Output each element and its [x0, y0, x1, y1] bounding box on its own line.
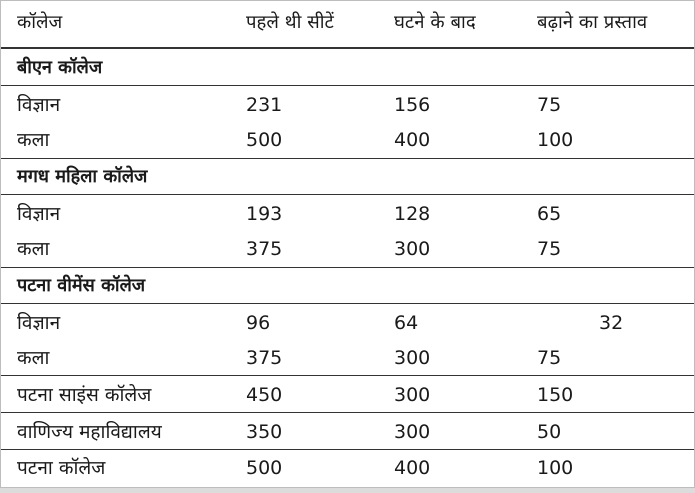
group-name: बीएन कॉलेज: [17, 57, 103, 78]
header-previous-seats: पहले थी सीटें: [246, 12, 334, 33]
bottom-edge: [0, 488, 695, 493]
row-label: पटना कॉलेज: [17, 457, 106, 479]
proposed-increase: 100: [537, 457, 574, 479]
after-reduction: 128: [394, 203, 431, 225]
proposed-increase: 150: [537, 384, 574, 406]
divider: [1, 47, 694, 49]
after-reduction: 400: [394, 129, 431, 151]
after-reduction: 300: [394, 347, 431, 369]
previous-seats: 375: [246, 238, 283, 260]
after-reduction: 400: [394, 457, 431, 479]
proposed-increase: 75: [537, 347, 562, 369]
row-label: वाणिज्य महाविद्यालय: [17, 421, 162, 443]
row-label: विज्ञान: [17, 312, 61, 334]
proposed-increase: 75: [537, 238, 562, 260]
divider: [1, 375, 694, 376]
proposed-increase: 65: [537, 203, 562, 225]
previous-seats: 450: [246, 384, 283, 406]
row-label: कला: [17, 238, 50, 260]
previous-seats: 500: [246, 457, 283, 479]
header-proposed-increase: बढ़ाने का प्रस्ताव: [537, 12, 648, 33]
after-reduction: 300: [394, 384, 431, 406]
group-name: पटना वीमेंस कॉलेज: [17, 275, 146, 296]
divider: [1, 194, 694, 195]
proposed-increase: 32: [599, 312, 624, 334]
proposed-increase: 75: [537, 94, 562, 116]
after-reduction: 300: [394, 238, 431, 260]
divider: [1, 303, 694, 304]
previous-seats: 500: [246, 129, 283, 151]
previous-seats: 96: [246, 312, 271, 334]
divider: [1, 449, 694, 450]
divider: [1, 267, 694, 268]
after-reduction: 64: [394, 312, 419, 334]
after-reduction: 300: [394, 421, 431, 443]
row-label: पटना साइंस कॉलेज: [17, 384, 152, 406]
divider: [1, 158, 694, 159]
previous-seats: 350: [246, 421, 283, 443]
row-label: विज्ञान: [17, 94, 61, 116]
row-label: कला: [17, 347, 50, 369]
header-college: कॉलेज: [17, 12, 63, 33]
divider: [1, 85, 694, 86]
previous-seats: 375: [246, 347, 283, 369]
proposed-increase: 100: [537, 129, 574, 151]
group-name: मगध महिला कॉलेज: [17, 166, 148, 187]
previous-seats: 193: [246, 203, 283, 225]
previous-seats: 231: [246, 94, 283, 116]
row-label: विज्ञान: [17, 203, 61, 225]
header-after-reduction: घटने के बाद: [394, 12, 476, 33]
divider: [1, 412, 694, 413]
after-reduction: 156: [394, 94, 431, 116]
proposed-increase: 50: [537, 421, 562, 443]
row-label: कला: [17, 129, 50, 151]
